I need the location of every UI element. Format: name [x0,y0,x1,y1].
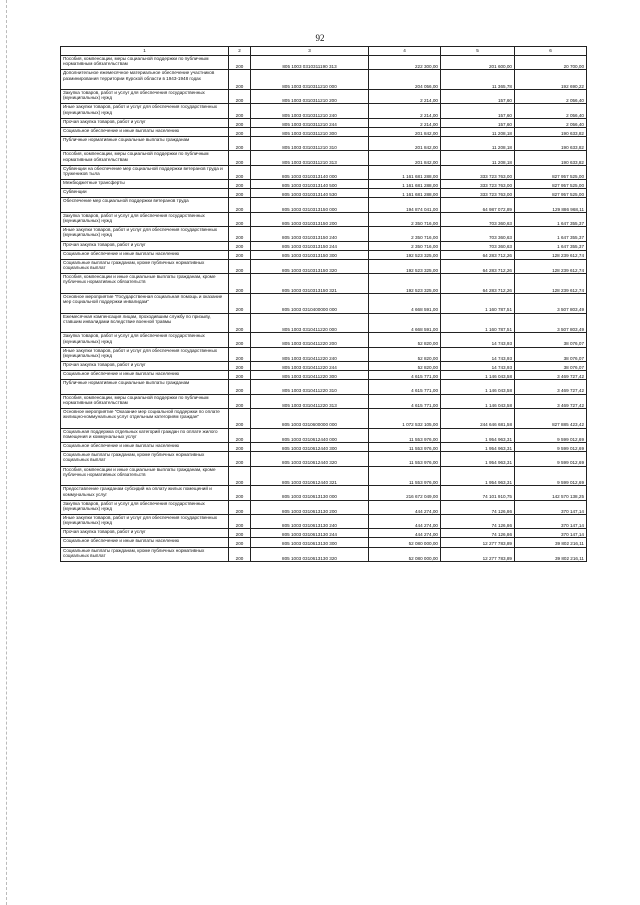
row-executed-amount: 201 600,00 [441,56,515,70]
row-admin-code: 200 [229,486,251,500]
row-budget-code: 805 1003 0310613130 300 [251,538,369,547]
row-remaining-amount: 1 647 355,37 [515,212,587,226]
row-admin-code: 200 [229,394,251,408]
row-budget-code: 805 1003 0310613130 200 [251,500,369,514]
row-remaining-amount: 2 056,40 [515,104,587,118]
row-approved-amount: 1 072 532 105,00 [369,408,441,428]
row-remaining-amount: 9 599 012,69 [515,466,587,486]
row-admin-code: 200 [229,408,251,428]
row-budget-code: 805 1003 0310313150 300 [251,250,369,259]
row-approved-amount: 444 274,00 [369,529,441,538]
table-row [61,466,587,486]
row-admin-code: 200 [229,151,251,165]
budget-table [60,46,587,562]
row-budget-code: 805 1003 0310313150 200 [251,212,369,226]
row-remaining-amount: 3 507 803,49 [515,293,587,313]
row-remaining-amount: 38 076,07 [515,333,587,347]
table-row [61,165,587,179]
row-executed-amount: 703 360,63 [441,241,515,250]
row-executed-amount: 64 987 072,89 [441,198,515,212]
row-approved-amount: 1 161 681 288,00 [369,165,441,179]
row-approved-amount: 2 350 716,00 [369,212,441,226]
row-remaining-amount: 1 647 355,37 [515,227,587,241]
row-executed-amount: 64 283 712,26 [441,259,515,273]
row-executed-amount: 11 208,18 [441,151,515,165]
row-budget-code: 805 1003 0310411220 313 [251,394,369,408]
row-admin-code: 200 [229,380,251,394]
row-approved-amount: 11 553 976,00 [369,466,441,486]
row-remaining-amount: 128 239 612,74 [515,259,587,273]
row-admin-code: 200 [229,452,251,466]
row-executed-amount: 14 743,93 [441,362,515,371]
row-budget-code: 805 1003 0310613130 000 [251,486,369,500]
row-executed-amount: 157,60 [441,118,515,127]
row-executed-amount: 1 146 043,58 [441,371,515,380]
row-approved-amount: 201 842,00 [369,127,441,136]
row-approved-amount: 222 300,00 [369,56,441,70]
row-approved-amount: 2 350 716,00 [369,241,441,250]
row-name: Закупка товаров, работ и услуг для обеспечения государственных (муниципальных) нужд [61,212,229,226]
row-executed-amount: 1 954 963,31 [441,452,515,466]
row-admin-code: 200 [229,180,251,189]
row-budget-code: 805 1003 0310613130 244 [251,529,369,538]
row-admin-code: 200 [229,500,251,514]
row-admin-code: 200 [229,515,251,529]
table-row [61,180,587,189]
table-row [61,486,587,500]
row-approved-amount: 52 820,00 [369,347,441,361]
row-approved-amount: 11 553 976,00 [369,428,441,442]
row-admin-code: 200 [229,70,251,90]
table-row [61,104,587,118]
row-remaining-amount: 128 239 612,74 [515,274,587,294]
table-row [61,56,587,70]
row-approved-amount: 1 161 681 288,00 [369,180,441,189]
row-remaining-amount: 1 647 355,37 [515,241,587,250]
row-executed-amount: 157,60 [441,90,515,104]
row-name: Социальное обеспечение и иные выплаты населению [61,371,229,380]
row-executed-amount: 64 283 712,26 [441,250,515,259]
row-approved-amount: 4 615 771,00 [369,394,441,408]
row-approved-amount: 52 080 000,00 [369,547,441,561]
table-row [61,118,587,127]
table-row [61,347,587,361]
row-name: Социальная поддержка отдельных категорий граждан по оплате жилого помещения и коммунальных услуг [61,428,229,442]
row-admin-code: 200 [229,259,251,273]
row-name: Закупка товаров, работ и услуг для обеспечения государственных (муниципальных) нужд [61,333,229,347]
row-budget-code: 805 1003 0310411220 244 [251,362,369,371]
row-executed-amount: 14 743,93 [441,347,515,361]
table-row [61,408,587,428]
row-admin-code: 200 [229,165,251,179]
row-approved-amount: 4 668 591,00 [369,293,441,313]
table-row [61,212,587,226]
row-approved-amount: 192 523 325,00 [369,274,441,294]
row-budget-code: 805 1003 0310612440 320 [251,452,369,466]
row-budget-code: 805 1003 0310400000 000 [251,293,369,313]
row-name: Прочая закупка товаров, работ и услуг [61,529,229,538]
row-admin-code: 200 [229,274,251,294]
row-executed-amount: 244 646 681,58 [441,408,515,428]
table-row [61,371,587,380]
row-name: Иные закупки товаров, работ и услуг для обеспечения государственных (муниципальных) нужд [61,104,229,118]
row-name: Иные закупки товаров, работ и услуг для обеспечения государственных (муниципальных) нужд [61,227,229,241]
table-row [61,313,587,333]
row-name: Пособия, компенсации, меры социальной поддержки по публичным нормативным обязательствам [61,56,229,70]
row-remaining-amount: 39 802 216,11 [515,547,587,561]
table-row [61,443,587,452]
row-admin-code: 200 [229,56,251,70]
row-admin-code: 200 [229,371,251,380]
row-remaining-amount: 9 599 012,69 [515,428,587,442]
row-remaining-amount: 38 076,07 [515,362,587,371]
row-remaining-amount: 3 507 803,49 [515,313,587,333]
row-name: Социальные выплаты гражданам, кроме публичных нормативных социальных выплат [61,452,229,466]
table-row [61,189,587,198]
row-approved-amount: 192 523 325,00 [369,250,441,259]
header-col-6: 6 [515,47,587,56]
row-budget-code: 805 1003 0310313140 500 [251,180,369,189]
row-remaining-amount: 3 469 727,42 [515,371,587,380]
row-budget-code: 805 1003 0310311210 240 [251,104,369,118]
table-row [61,500,587,514]
table-row [61,547,587,561]
row-executed-amount: 333 723 763,00 [441,189,515,198]
row-remaining-amount: 370 147,14 [515,515,587,529]
row-name: Субвенции [61,189,229,198]
row-remaining-amount: 190 633,82 [515,151,587,165]
row-admin-code: 200 [229,118,251,127]
table-row [61,70,587,90]
row-executed-amount: 1 954 963,31 [441,443,515,452]
row-approved-amount: 4 615 771,00 [369,371,441,380]
row-admin-code: 200 [229,198,251,212]
table-row [61,274,587,294]
row-name: Пособия, компенсации, меры социальной поддержки по публичным нормативным обязательствам [61,151,229,165]
row-name: Социальное обеспечение и иные выплаты населению [61,538,229,547]
row-remaining-amount: 142 570 138,25 [515,486,587,500]
row-budget-code: 805 1003 0310313150 240 [251,227,369,241]
row-remaining-amount: 20 700,00 [515,56,587,70]
row-budget-code: 805 1003 0310313150 321 [251,274,369,294]
row-name: Иные закупки товаров, работ и услуг для обеспечения государственных (муниципальных) нужд [61,515,229,529]
table-row [61,538,587,547]
row-remaining-amount: 3 469 727,42 [515,394,587,408]
row-approved-amount: 4 615 771,00 [369,380,441,394]
row-approved-amount: 201 842,00 [369,137,441,151]
row-budget-code: 805 1003 0310313150 320 [251,259,369,273]
row-executed-amount: 1 954 963,31 [441,466,515,486]
row-remaining-amount: 129 886 968,11 [515,198,587,212]
table-row [61,241,587,250]
row-budget-code: 805 1003 0310613130 240 [251,515,369,529]
row-name: Основное мероприятие "Оказание мер социальной поддержки по оплате жилищно-коммунальных услуг отдельным категориям граждан" [61,408,229,428]
row-remaining-amount: 3 469 727,42 [515,380,587,394]
row-executed-amount: 74 101 910,75 [441,486,515,500]
row-name: Дополнительное ежемесячное материальное обеспечение участников разминирования территории Курской области в 1943-1948 годах [61,70,229,90]
row-admin-code: 200 [229,212,251,226]
row-executed-amount: 12 277 783,89 [441,547,515,561]
row-admin-code: 200 [229,227,251,241]
row-admin-code: 200 [229,137,251,151]
row-remaining-amount: 827 957 525,00 [515,180,587,189]
row-budget-code: 805 1003 0310411220 310 [251,380,369,394]
row-approved-amount: 52 080 000,00 [369,538,441,547]
row-budget-code: 805 1003 0310311190 313 [251,56,369,70]
row-approved-amount: 2 214,00 [369,104,441,118]
row-name: Закупка товаров, работ и услуг для обеспечения государственных (муниципальных) нужд [61,90,229,104]
row-executed-amount: 74 126,86 [441,500,515,514]
table-row [61,529,587,538]
row-admin-code: 200 [229,333,251,347]
row-name: Публичные нормативные социальные выплаты гражданам [61,380,229,394]
row-executed-amount: 703 360,63 [441,212,515,226]
row-remaining-amount: 190 633,82 [515,127,587,136]
table-row [61,137,587,151]
row-name: Пособия, компенсации и иные социальные выплаты гражданам, кроме публичных нормативных обязательств [61,466,229,486]
row-name: Социальные выплаты гражданам, кроме публичных нормативных социальных выплат [61,547,229,561]
row-remaining-amount: 370 147,14 [515,500,587,514]
row-remaining-amount: 827 957 525,00 [515,165,587,179]
row-approved-amount: 2 214,00 [369,118,441,127]
row-executed-amount: 12 277 783,89 [441,538,515,547]
row-remaining-amount: 2 056,40 [515,118,587,127]
table-row [61,127,587,136]
row-name: Обеспечение мер социальной поддержки ветеранов труда [61,198,229,212]
row-budget-code: 805 1003 0310600000 000 [251,408,369,428]
row-admin-code: 200 [229,104,251,118]
row-approved-amount: 204 056,00 [369,70,441,90]
row-remaining-amount: 2 056,40 [515,90,587,104]
row-approved-amount: 52 820,00 [369,333,441,347]
row-approved-amount: 11 553 976,00 [369,443,441,452]
row-executed-amount: 703 360,63 [441,227,515,241]
row-admin-code: 200 [229,362,251,371]
row-budget-code: 805 1003 0310311210 310 [251,137,369,151]
table-row [61,250,587,259]
row-admin-code: 200 [229,90,251,104]
header-col-4: 4 [369,47,441,56]
row-budget-code: 805 1003 0310612440 300 [251,443,369,452]
row-approved-amount: 52 820,00 [369,362,441,371]
row-budget-code: 805 1003 0310311210 000 [251,70,369,90]
row-approved-amount: 2 350 716,00 [369,227,441,241]
row-budget-code: 805 1003 0310612440 000 [251,428,369,442]
row-name: Ежемесячная компенсация лицам, проходившим службу по призыву, ставшим инвалидами вследствие военной травмы [61,313,229,333]
row-approved-amount: 444 274,00 [369,515,441,529]
row-executed-amount: 157,60 [441,104,515,118]
row-executed-amount: 11 208,18 [441,127,515,136]
row-name: Пособия, компенсации, меры социальной поддержки по публичным нормативным обязательствам [61,394,229,408]
row-approved-amount: 11 553 976,00 [369,452,441,466]
table-row [61,380,587,394]
row-executed-amount: 64 283 712,26 [441,274,515,294]
row-approved-amount: 194 874 041,00 [369,198,441,212]
row-remaining-amount: 128 239 612,74 [515,250,587,259]
row-approved-amount: 444 274,00 [369,500,441,514]
row-remaining-amount: 827 957 525,00 [515,189,587,198]
row-budget-code: 805 1003 0310411220 200 [251,333,369,347]
row-executed-amount: 11 365,78 [441,70,515,90]
table-header-row [61,47,587,56]
table-row [61,428,587,442]
row-name: Иные закупки товаров, работ и услуг для обеспечения государственных (муниципальных) нужд [61,347,229,361]
row-executed-amount: 1 146 043,58 [441,394,515,408]
row-remaining-amount: 9 599 012,69 [515,452,587,466]
table-row [61,259,587,273]
header-col-5: 5 [441,47,515,56]
row-name: Предоставление гражданам субсидий на оплату жилых помещений и коммунальных услуг [61,486,229,500]
row-name: Социальное обеспечение и иные выплаты населению [61,443,229,452]
table-row [61,362,587,371]
row-executed-amount: 333 723 763,00 [441,165,515,179]
row-executed-amount: 1 954 963,31 [441,428,515,442]
table-row [61,198,587,212]
page-margin-line [6,0,7,905]
row-executed-amount: 11 208,18 [441,137,515,151]
row-executed-amount: 1 146 043,58 [441,380,515,394]
table-row [61,90,587,104]
table-row [61,394,587,408]
row-approved-amount: 216 672 049,00 [369,486,441,500]
table-row [61,515,587,529]
row-admin-code: 200 [229,293,251,313]
header-col-2: 2 [229,47,251,56]
row-executed-amount: 14 743,93 [441,333,515,347]
row-name: Публичные нормативные социальные выплаты гражданам [61,137,229,151]
row-admin-code: 200 [229,466,251,486]
row-budget-code: 805 1003 0310411220 300 [251,371,369,380]
row-remaining-amount: 38 076,07 [515,347,587,361]
row-budget-code: 805 1003 0310311210 300 [251,127,369,136]
row-name: Социальное обеспечение и иные выплаты населению [61,127,229,136]
row-remaining-amount: 9 599 012,69 [515,443,587,452]
row-budget-code: 805 1003 0310613130 320 [251,547,369,561]
header-col-1: 1 [61,47,229,56]
row-name: Закупка товаров, работ и услуг для обеспечения государственных (муниципальных) нужд [61,500,229,514]
table-row [61,333,587,347]
row-name: Основное мероприятие "Государственная социальная помощь и оказание мер социальной поддержки инвалидам" [61,293,229,313]
table-row [61,293,587,313]
row-admin-code: 200 [229,347,251,361]
row-budget-code: 805 1003 0310411220 000 [251,313,369,333]
row-budget-code: 805 1003 0310313140 530 [251,189,369,198]
row-approved-amount: 192 523 325,00 [369,259,441,273]
row-admin-code: 200 [229,529,251,538]
row-admin-code: 200 [229,127,251,136]
row-name: Прочая закупка товаров, работ и услуг [61,118,229,127]
row-name: Прочая закупка товаров, работ и услуг [61,362,229,371]
row-remaining-amount: 39 802 216,11 [515,538,587,547]
row-executed-amount: 333 723 763,00 [441,180,515,189]
row-budget-code: 805 1003 0310313150 000 [251,198,369,212]
row-budget-code: 805 1003 0310311210 200 [251,90,369,104]
row-executed-amount: 74 126,86 [441,529,515,538]
row-admin-code: 200 [229,538,251,547]
row-executed-amount: 1 160 787,51 [441,293,515,313]
row-name: Социальное обеспечение и иные выплаты населению [61,250,229,259]
row-admin-code: 200 [229,547,251,561]
row-budget-code: 805 1003 0310313150 244 [251,241,369,250]
row-budget-code: 805 1003 0310612440 321 [251,466,369,486]
page-number: 92 [315,33,325,43]
row-admin-code: 200 [229,241,251,250]
table-row [61,151,587,165]
row-remaining-amount: 370 147,14 [515,529,587,538]
row-budget-code: 805 1003 0310311210 244 [251,118,369,127]
row-approved-amount: 2 214,00 [369,90,441,104]
row-name: Социальные выплаты гражданам, кроме публичных нормативных социальных выплат [61,259,229,273]
table-row [61,452,587,466]
row-budget-code: 805 1003 0310313140 000 [251,165,369,179]
row-remaining-amount: 192 690,22 [515,70,587,90]
row-name: Субвенции на обеспечение мер социальной поддержки ветеранов труда и тружеников тыла [61,165,229,179]
row-approved-amount: 1 161 681 288,00 [369,189,441,198]
row-admin-code: 200 [229,189,251,198]
row-budget-code: 805 1003 0310311210 313 [251,151,369,165]
row-remaining-amount: 827 885 423,42 [515,408,587,428]
row-admin-code: 200 [229,250,251,259]
row-admin-code: 200 [229,313,251,333]
row-admin-code: 200 [229,443,251,452]
header-col-3: 3 [251,47,369,56]
table-row [61,227,587,241]
row-approved-amount: 4 668 591,00 [369,313,441,333]
row-name: Прочая закупка товаров, работ и услуг [61,241,229,250]
row-name: Межбюджетные трансферты [61,180,229,189]
budget-table-body [61,47,587,562]
row-name: Пособия, компенсации и иные социальные выплаты гражданам, кроме публичных нормативных обязательств [61,274,229,294]
row-budget-code: 805 1003 0310411220 240 [251,347,369,361]
row-remaining-amount: 190 633,82 [515,137,587,151]
row-executed-amount: 1 160 787,51 [441,313,515,333]
row-approved-amount: 201 842,00 [369,151,441,165]
row-executed-amount: 74 126,86 [441,515,515,529]
row-admin-code: 200 [229,428,251,442]
